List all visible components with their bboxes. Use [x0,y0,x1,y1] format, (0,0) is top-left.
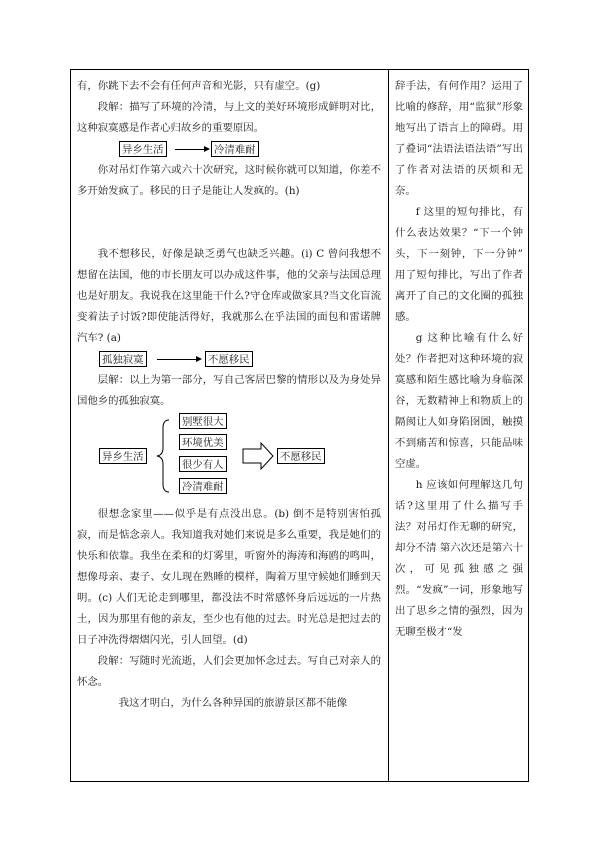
flow-box-to: 不愿移民 [205,351,253,367]
annotation-note: f 这里的短句排比，有什么表达效果？“下一个钟头，下一刻钟，下一分钟” 用了短句排比，写出了作者离开了自己的文化圈的孤独感。 [395,206,523,323]
paragraph-text: 你对吊灯作第六或六十次研究，这时候你就可以知道，你差不多开始发疯了。移民的日子是能让人发疯的。(h) [77,164,381,197]
paragraph-analysis: 段解：写随时光流逝，人们会更加怀念过去。写自己对亲人的怀念。 [77,655,381,688]
annotation-note: 辞手法，有何作用？运用了比喻的修辞，用“监狱”形象地写出了语言上的障碍。用了叠词“法语法语法语”写出了作者对法语的厌烦和无奈。 [395,80,523,197]
annotation-table [70,69,529,782]
diagram-item: 环境优美 [179,434,227,450]
arrow-line [157,359,197,360]
arrow-right-icon [204,146,210,152]
flow-row-2 [77,349,381,370]
diagram-item: 别墅很大 [179,413,227,429]
diagram-item: 很少有人 [179,456,227,472]
paragraph-analysis: 层解：以上为第一部分，写自己客居巴黎的情形以及为身处异国他乡的孤独寂寞。 [77,374,381,407]
annotation-note: g 这种比喻有什么好处？作者把对这种环境的寂寞感和陌生感比喻为身临深谷，无数精神上和物质上的隔阂让人如身陷囹圄，触摸不到痛苦和惊喜，只能品味空虚。 [395,332,523,470]
annotation-column [395,76,523,643]
text-column [77,76,381,714]
annotation-note: h 应该如何理解这几句话?这里用了什么描写手法？对吊灯作无聊的研究，却分不清 第六次还是第六十次，可见孤独感之强烈。“发疯”一词，形象地写出了思乡之情的强烈，因为无聊至极才“发 [395,479,523,638]
column-divider [388,70,389,781]
spacer [77,202,381,244]
paragraph-analysis: 段解：描写了环境的冷清，与上文的美好环境形成鲜明对比，这种寂寞感是作者心归故乡的重要原因。 [77,101,381,134]
hollow-arrow-icon [243,443,273,469]
flow-row-1 [77,139,381,160]
paragraph-text: 很想念家里——似乎是有点没出息。(b) 倒不是特别害怕孤寂，而是惦念亲人。我知道我对她们来说是多么重要，我是她们的快乐和依靠。我坐在柔和的灯雾里，听窗外的海涛和海鸥的鸣叫，想像母亲、妻子、女儿现在熟睡的模样，陶着万里守候她们睡到天明。(c) 人们无论走到哪里，都没法不时常感怀身后远远的一片热土，因为那里有他的亲友，至少也有他的过去。时光总是把过去的日子冲洗得熠熠闪光，引人回望。(d) [77,508,381,646]
flow-box-from: 异乡生活 [119,141,167,157]
brace-icon [157,420,169,492]
flow-box-from: 孤独寂寞 [99,351,147,367]
arrow-line [175,149,205,150]
diagram-result: 不愿移民 [277,448,325,464]
flow-box-to: 冷清难耐 [211,141,259,157]
paragraph-text: 我不想移民，好像是缺乏勇气也缺乏兴趣。(i) C 曾问我想不想留在法国，他的市长朋友可以办成这件事，他的父亲与法国总理也是好朋友。我说我在这里能干什么?守仓库或做家具?当文化盲流变着法子讨饭?即使能活得好，我就那么在乎法国的面包和雷诺牌汽车? (a) [77,248,381,344]
arrow-right-icon [196,356,202,362]
diagram-item: 冷清难耐 [179,478,227,494]
diagram-source: 异乡生活 [99,448,147,464]
paragraph-text: 我这才明白，为什么各种异国的旅游景区都不能像 [118,697,348,709]
structure-diagram [77,414,381,498]
paragraph-continued: 有，你跳下去不会有任何声音和光影，只有虚空。(g) [77,80,321,92]
